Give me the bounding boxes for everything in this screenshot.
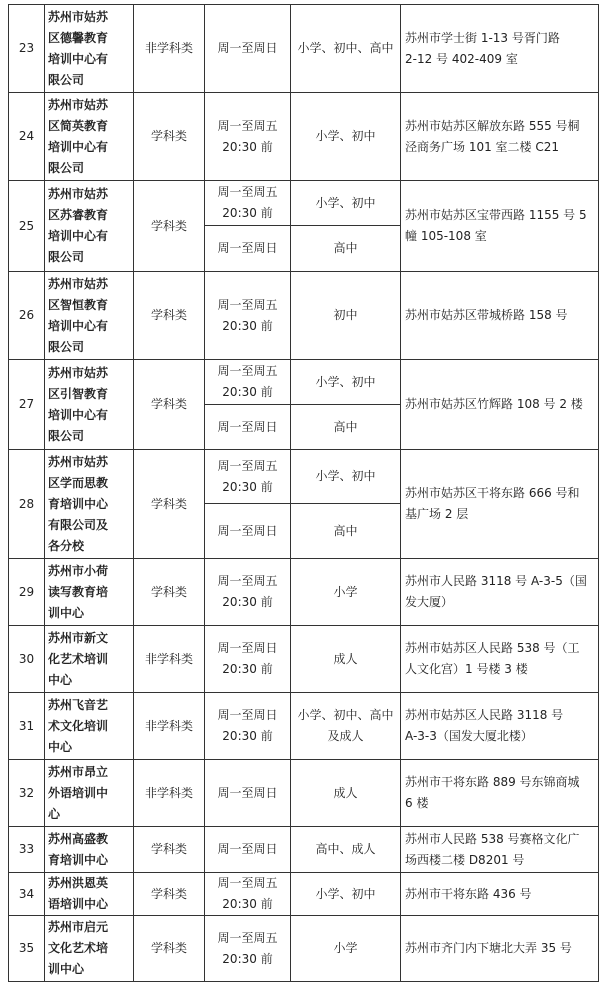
text-line: 周一至周五 <box>217 876 278 890</box>
text-line: 培训中心有 <box>48 139 109 154</box>
text-line: 成人 <box>333 785 358 800</box>
institution-table <box>8 4 599 982</box>
text-line: 限公司 <box>48 428 85 443</box>
category: 学科类 <box>134 916 205 982</box>
address <box>401 360 599 450</box>
text-line: 20:30 前 <box>222 318 273 333</box>
row-number: 33 <box>9 827 45 873</box>
text-line: 及成人 <box>327 729 364 743</box>
grade-level <box>291 693 401 760</box>
text-line: 幢 105-108 室 <box>405 229 487 243</box>
table-row <box>9 693 599 760</box>
institution-name <box>45 916 134 982</box>
text-line: 小学、初中、高中 <box>297 708 394 722</box>
address <box>401 827 599 873</box>
row-number: 26 <box>9 272 45 360</box>
text-line: 苏州洪恩英 <box>48 876 109 890</box>
category: 学科类 <box>134 873 205 916</box>
text-line: 小学、初中 <box>315 469 376 483</box>
address <box>401 181 599 272</box>
text-line: 周一至周日 <box>217 419 278 434</box>
text-line: 苏州市齐门内下塘北大弄 35 号 <box>405 941 572 955</box>
text-line: 读写教育培 <box>48 584 109 599</box>
table-row <box>9 272 599 360</box>
text-line: 20:30 前 <box>222 479 273 494</box>
schedule-time <box>205 559 291 626</box>
category: 学科类 <box>134 360 205 450</box>
text-line: 训中心 <box>48 962 85 976</box>
text-line: 限公司 <box>48 72 85 87</box>
schedule-time <box>205 450 291 504</box>
grade-level <box>291 181 401 226</box>
text-line: 培训中心有 <box>48 318 109 333</box>
grade-level <box>291 360 401 405</box>
row-number: 28 <box>9 450 45 559</box>
category: 非学科类 <box>134 760 205 827</box>
table-body <box>9 5 599 982</box>
grade-level <box>291 226 401 272</box>
text-line: 高中、成人 <box>315 842 376 856</box>
text-line: 苏州市学士街 1-13 号胥门路 <box>405 30 560 45</box>
text-line: 小学、初中 <box>315 886 376 901</box>
table-row <box>9 760 599 827</box>
address <box>401 559 599 626</box>
text-line: 中心 <box>48 739 73 754</box>
text-line: 发大厦） <box>405 595 454 609</box>
text-line: 周一至周五 <box>217 297 278 312</box>
grade-level <box>291 504 401 559</box>
category: 学科类 <box>134 827 205 873</box>
text-line: A-3-3（国发大厦北楼） <box>405 729 533 743</box>
schedule-time <box>205 760 291 827</box>
table-row <box>9 626 599 693</box>
category: 学科类 <box>134 93 205 181</box>
category: 非学科类 <box>134 626 205 693</box>
text-line: 周一至周日 <box>217 241 278 255</box>
text-line: 苏州市干将东路 436 号 <box>405 886 532 901</box>
text-line: 20:30 前 <box>222 385 273 399</box>
row-number: 30 <box>9 626 45 693</box>
row-number: 31 <box>9 693 45 760</box>
text-line: 20:30 前 <box>222 206 273 220</box>
schedule-time <box>205 226 291 272</box>
text-line: 周一至周日 <box>217 785 278 800</box>
schedule-time <box>205 626 291 693</box>
text-line: 苏州市干将东路 889 号东锦商城 <box>405 775 580 789</box>
text-line: 20:30 前 <box>222 729 273 743</box>
text-line: 心 <box>48 806 61 821</box>
text-line: 周一至周日 <box>217 708 278 722</box>
institution-name <box>45 626 134 693</box>
row-number: 27 <box>9 360 45 450</box>
schedule-time <box>205 827 291 873</box>
text-line: 苏州市新文 <box>48 630 109 645</box>
schedule-time <box>205 93 291 181</box>
schedule-time <box>205 405 291 450</box>
table-row <box>9 873 599 916</box>
text-line: 周一至周日 <box>217 842 278 856</box>
schedule-time <box>205 181 291 226</box>
category: 非学科类 <box>134 693 205 760</box>
text-line: 区德馨教育 <box>48 30 109 45</box>
address <box>401 93 599 181</box>
text-line: 高中 <box>333 419 358 434</box>
text-line: 周一至周五 <box>217 574 278 588</box>
address <box>401 450 599 559</box>
institution-name <box>45 827 134 873</box>
category: 非学科类 <box>134 5 205 93</box>
text-line: 各分校 <box>48 538 85 553</box>
schedule-time <box>205 504 291 559</box>
grade-level <box>291 626 401 693</box>
text-line: 化艺术培训 <box>48 651 109 666</box>
category: 学科类 <box>134 272 205 360</box>
text-line: 区学而思教 <box>48 475 109 490</box>
text-line: 苏州市姑苏区干将东路 666 号和 <box>405 486 580 500</box>
grade-level <box>291 873 401 916</box>
text-line: 6 楼 <box>405 796 429 810</box>
text-line: 育培训中心 <box>48 496 109 511</box>
row-number: 32 <box>9 760 45 827</box>
text-line: 语培训中心 <box>48 897 109 911</box>
row-number: 34 <box>9 873 45 916</box>
text-line: 育培训中心 <box>48 852 109 867</box>
text-line: 苏州市姑苏区人民路 3118 号 <box>405 708 564 722</box>
row-number: 23 <box>9 5 45 93</box>
text-line: 训中心 <box>48 605 85 620</box>
table-row <box>9 827 599 873</box>
address <box>401 916 599 982</box>
text-line: 周一至周日 <box>217 523 278 538</box>
text-line: 培训中心有 <box>48 51 109 66</box>
text-line: 苏州市姑苏 <box>48 9 109 24</box>
row-number: 35 <box>9 916 45 982</box>
text-line: 周一至周日 <box>217 641 278 655</box>
text-line: 20:30 前 <box>222 897 273 911</box>
text-line: 场西楼二楼 D8201 号 <box>405 852 525 867</box>
text-line: 周一至周五 <box>217 185 278 199</box>
text-line: 苏州市启元 <box>48 920 109 934</box>
text-line: 20:30 前 <box>222 139 273 154</box>
text-line: 培训中心有 <box>48 407 109 422</box>
text-line: 限公司 <box>48 339 85 354</box>
institution-name <box>45 450 134 559</box>
institution-name <box>45 693 134 760</box>
text-line: 苏州高盛教 <box>48 831 109 846</box>
address <box>401 873 599 916</box>
schedule-time <box>205 873 291 916</box>
row-number: 29 <box>9 559 45 626</box>
institution-name <box>45 559 134 626</box>
text-line: 初中 <box>333 308 358 322</box>
text-line: 小学、初中 <box>315 195 376 210</box>
institution-name <box>45 360 134 450</box>
text-line: 苏州市姑苏 <box>48 97 109 112</box>
address <box>401 693 599 760</box>
text-line: 小学 <box>333 941 358 955</box>
text-line: 中心 <box>48 672 73 687</box>
grade-level <box>291 93 401 181</box>
table-row <box>9 5 599 93</box>
grade-level <box>291 5 401 93</box>
institution-name <box>45 93 134 181</box>
text-line: 周一至周五 <box>217 930 278 945</box>
text-line: 苏州市姑苏区宝带西路 1155 号 5 <box>405 208 587 222</box>
text-line: 限公司 <box>48 160 85 175</box>
category: 学科类 <box>134 450 205 559</box>
text-line: 苏州市姑苏 <box>48 187 109 201</box>
text-line: 文化艺术培 <box>48 941 109 955</box>
text-line: 周一至周日 <box>217 41 278 55</box>
grade-level <box>291 827 401 873</box>
text-line: 人文化宫）1 号楼 3 楼 <box>405 662 528 676</box>
text-line: 周一至周五 <box>217 118 278 133</box>
text-line: 周一至周五 <box>217 458 278 473</box>
institution-name <box>45 760 134 827</box>
table-row <box>9 559 599 626</box>
text-line: 区引智教育 <box>48 386 109 401</box>
grade-level <box>291 559 401 626</box>
text-line: 外语培训中 <box>48 785 109 800</box>
address <box>401 5 599 93</box>
text-line: 苏州市姑苏 <box>48 276 109 291</box>
text-line: 区简英教育 <box>48 118 109 133</box>
institution-name <box>45 873 134 916</box>
grade-level <box>291 272 401 360</box>
text-line: 限公司 <box>48 250 85 264</box>
table-row <box>9 181 599 226</box>
grade-level <box>291 760 401 827</box>
institution-name <box>45 5 134 93</box>
address <box>401 272 599 360</box>
row-number: 24 <box>9 93 45 181</box>
text-line: 区苏睿教育 <box>48 208 109 222</box>
schedule-time <box>205 272 291 360</box>
institution-name <box>45 181 134 272</box>
address <box>401 760 599 827</box>
text-line: 培训中心有 <box>48 229 109 243</box>
text-line: 小学、初中 <box>315 129 376 143</box>
table-row <box>9 916 599 982</box>
text-line: 20:30 前 <box>222 662 273 676</box>
schedule-time <box>205 5 291 93</box>
text-line: 苏州市小荷 <box>48 563 109 578</box>
text-line: 高中 <box>333 523 358 538</box>
text-line: 苏州市昂立 <box>48 764 109 779</box>
text-line: 苏州市姑苏 <box>48 454 109 469</box>
text-line: 高中 <box>333 241 358 255</box>
category: 学科类 <box>134 559 205 626</box>
text-line: 苏州市姑苏区带城桥路 158 号 <box>405 308 568 322</box>
text-line: 小学、初中 <box>315 374 376 389</box>
text-line: 苏州市人民路 3118 号 A-3-5（国 <box>405 574 587 588</box>
text-line: 基广场 2 层 <box>405 507 469 521</box>
text-line: 苏州飞音艺 <box>48 697 109 712</box>
schedule-time <box>205 360 291 405</box>
text-line: 苏州市人民路 538 号赛格文化广 <box>405 831 580 846</box>
category: 学科类 <box>134 181 205 272</box>
text-line: 成人 <box>333 651 358 666</box>
text-line: 20:30 前 <box>222 595 273 609</box>
grade-level <box>291 450 401 504</box>
text-line: 苏州市姑苏区竹辉路 108 号 2 楼 <box>405 397 583 411</box>
table-row <box>9 93 599 181</box>
table-row <box>9 450 599 504</box>
grade-level <box>291 916 401 982</box>
text-line: 术文化培训 <box>48 718 109 733</box>
text-line: 苏州市姑苏区人民路 538 号（工 <box>405 641 580 655</box>
text-line: 泾商务广场 101 室二楼 C21 <box>405 139 559 154</box>
text-line: 小学 <box>333 584 358 599</box>
table-row <box>9 360 599 405</box>
text-line: 2-12 号 402-409 室 <box>405 51 518 66</box>
institution-name <box>45 272 134 360</box>
schedule-time <box>205 693 291 760</box>
row-number: 25 <box>9 181 45 272</box>
text-line: 有限公司及 <box>48 517 109 532</box>
grade-level <box>291 405 401 450</box>
text-line: 区智恒教育 <box>48 297 109 312</box>
text-line: 苏州市姑苏区解放东路 555 号桐 <box>405 118 580 133</box>
text-line: 20:30 前 <box>222 951 273 966</box>
text-line: 苏州市姑苏 <box>48 365 109 380</box>
text-line: 周一至周五 <box>217 364 278 378</box>
text-line: 小学、初中、高中 <box>297 41 394 55</box>
address <box>401 626 599 693</box>
schedule-time <box>205 916 291 982</box>
